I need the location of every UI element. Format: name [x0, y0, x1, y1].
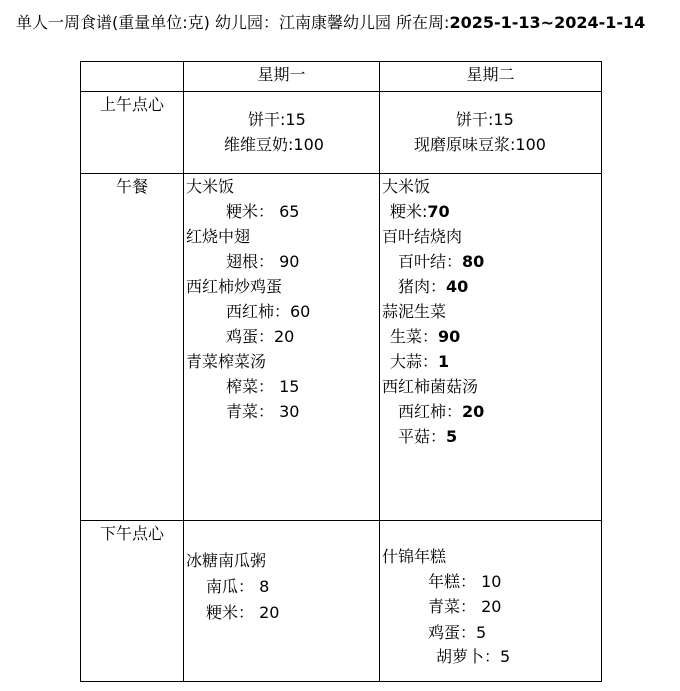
dish-name: 大米饭: [382, 177, 431, 196]
ingredient: 粳米： 65: [226, 202, 300, 221]
dish-name: 青菜榨菜汤: [186, 352, 267, 371]
ingredient: 青菜： 30: [226, 402, 300, 421]
meal-label-lunch: 午餐: [81, 174, 184, 521]
ingredient-label: 粳米:: [390, 202, 428, 221]
ingredient-qty: 70: [427, 202, 450, 221]
dish-name: 红烧中翅: [186, 227, 251, 246]
table-row-lunch: [81, 174, 602, 521]
ingredient: 翅根： 90: [226, 252, 300, 271]
title-text: 单人一周食谱(重量单位:克) 幼儿园：江南康馨幼儿园 所在周:: [16, 13, 450, 32]
ingredient-qty: 20: [462, 402, 485, 421]
ingredient-qty: 5: [446, 427, 458, 446]
ingredient: [398, 277, 468, 297]
ingredient-label: 西红柿：: [398, 402, 463, 421]
ingredient: [398, 252, 484, 272]
table-row-afternoon: [81, 521, 602, 682]
menu-item: 现磨原味豆浆:100: [414, 135, 546, 154]
ingredient-qty: 1: [438, 352, 450, 371]
ingredient: 鸡蛋：5: [428, 623, 487, 642]
meal-label-afternoon: 下午点心: [81, 521, 184, 682]
ingredient: 鸡蛋：20: [226, 327, 295, 346]
dish-name: 西红柿炒鸡蛋: [186, 277, 283, 296]
ingredient-label: 百叶结：: [398, 252, 463, 271]
corner-cell: [81, 62, 184, 92]
dish-name: 大米饭: [186, 177, 235, 196]
meal-label-morning: 上午点心: [81, 92, 184, 174]
ingredient-qty: 90: [438, 327, 461, 346]
date-range: 2025-1-13~2024-1-14: [449, 13, 646, 32]
ingredient: 年糕： 10: [428, 572, 502, 591]
ingredient: [390, 327, 460, 347]
ingredient: 胡萝卜：5: [436, 647, 511, 666]
dish-name: 蒜泥生菜: [382, 302, 447, 321]
table-row-morning: [81, 92, 602, 174]
day-header-monday: 星期一: [184, 62, 380, 92]
ingredient: [390, 202, 450, 222]
ingredient-label: 猪肉：: [398, 277, 447, 296]
day-header-tuesday: 星期二: [380, 62, 602, 92]
cell-tuesday-morning: [380, 92, 602, 174]
ingredient: 粳米： 20: [206, 603, 280, 622]
menu-item: 饼干:15: [456, 110, 514, 129]
ingredient: 南瓜： 8: [206, 577, 270, 596]
dish-name: 冰糖南瓜粥: [186, 551, 267, 570]
ingredient-label: 生菜：: [390, 327, 439, 346]
dish-name: 百叶结烧肉: [382, 227, 463, 246]
cell-monday-afternoon: [184, 521, 380, 682]
ingredient: [398, 402, 484, 422]
page-title: [16, 12, 676, 34]
ingredient: 榨菜： 15: [226, 377, 300, 396]
header-row: [81, 62, 602, 92]
ingredient-qty: 80: [462, 252, 485, 271]
ingredient-qty: 40: [446, 277, 469, 296]
cell-tuesday-afternoon: [380, 521, 602, 682]
ingredient-label: 平菇：: [398, 427, 447, 446]
ingredient: [398, 427, 457, 447]
dish-name: 什锦年糕: [382, 547, 447, 566]
menu-item: 维维豆奶:100: [224, 135, 324, 154]
menu-item: 饼干:15: [248, 110, 306, 129]
cell-tuesday-lunch: [380, 174, 602, 521]
ingredient: 青菜： 20: [428, 597, 502, 616]
cell-monday-morning: [184, 92, 380, 174]
cell-monday-lunch: [184, 174, 380, 521]
dish-name: 西红柿菌菇汤: [382, 377, 479, 396]
ingredient: 西红柿：60: [226, 302, 311, 321]
weekly-menu-table: [80, 61, 602, 682]
ingredient-label: 大蒜：: [390, 352, 439, 371]
ingredient: [390, 352, 449, 372]
